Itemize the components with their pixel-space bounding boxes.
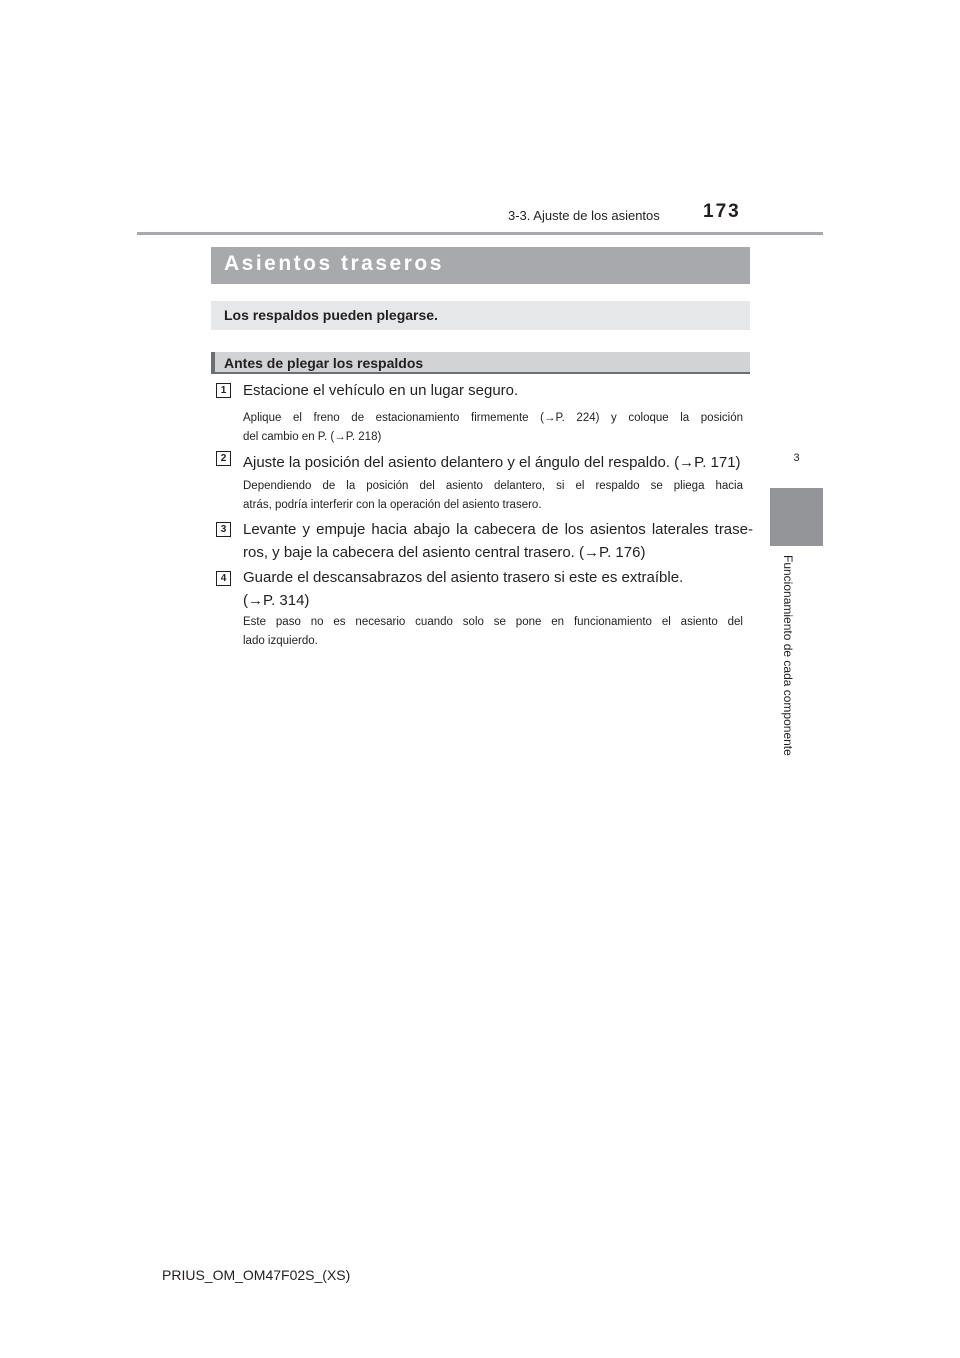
note-text: del cambio en P. ( <box>243 431 335 443</box>
step-text-main: Estacione el vehículo en un lugar seguro. <box>243 382 519 399</box>
step-text-main: ( <box>243 592 248 609</box>
step-note <box>243 409 743 447</box>
chapter-tab-label: Funcionamiento de cada componente <box>781 555 795 756</box>
step-note-line <box>243 428 743 447</box>
arrow-icon: → <box>679 454 695 471</box>
note-text: P. 224) y coloque la posición <box>555 412 743 424</box>
chapter-tab-number: 3 <box>770 452 823 464</box>
document-id: PRIUS_OM_OM47F02S_(XS) <box>162 1267 351 1283</box>
intro-box <box>211 301 750 330</box>
step-text-line <box>243 589 753 612</box>
note-text: Aplique el freno de estacionamiento firmemente ( <box>243 412 544 424</box>
page-reference: P. 171) <box>694 454 741 471</box>
step-note-line: Este paso no es necesario cuando solo se pone en funcionamiento el asiento del <box>243 616 743 628</box>
step-text <box>243 518 753 564</box>
section-title: Asientos traseros <box>224 252 444 275</box>
header-section-title: 3-3. Ajuste de los asientos <box>508 208 660 223</box>
section-title-bar <box>211 247 750 284</box>
step-text-main: Ajuste la posición del asiento delantero y el ángulo del respaldo. ( <box>243 454 680 471</box>
chapter-tab <box>770 488 823 546</box>
step-text <box>243 379 753 402</box>
arrow-icon: → <box>248 592 263 609</box>
step-note <box>243 477 743 515</box>
subheader-bar <box>211 352 750 374</box>
arrow-icon: → <box>584 544 600 561</box>
step-number-badge: 2 <box>216 451 231 466</box>
header-divider <box>137 232 823 235</box>
step-note-line: Dependiendo de la posición del asiento delantero, si el respaldo se pliega hacia <box>243 480 743 492</box>
step-note-line <box>243 409 743 428</box>
step-text-line <box>243 541 753 564</box>
arrow-icon: → <box>334 431 346 443</box>
step-note-line: lado izquierdo. <box>243 635 318 647</box>
step-note <box>243 613 743 651</box>
note-text: P. 218) <box>345 431 382 443</box>
page-reference: P. 314) <box>263 592 310 609</box>
step-number-badge: 4 <box>216 571 231 586</box>
page-reference: P. 176) <box>599 544 646 561</box>
step-text <box>243 451 753 474</box>
step-text-main: ros, y baje la cabecera del asiento central trasero. ( <box>243 544 585 561</box>
intro-text: Los respaldos pueden plegarse. <box>224 307 438 323</box>
arrow-icon: → <box>543 412 556 424</box>
step-number-badge: 3 <box>216 522 231 537</box>
step-text <box>243 566 753 612</box>
page-number: 173 <box>703 201 741 222</box>
step-text-line: Guarde el descansabrazos del asiento trasero si este es extraíble. <box>243 569 684 586</box>
step-number-badge: 1 <box>216 383 231 398</box>
step-note-line: atrás, podría interferir con la operación del asiento trasero. <box>243 499 542 511</box>
subheader-text: Antes de plegar los respaldos <box>224 355 424 371</box>
step-text-line: Levante y empuje hacia abajo la cabecera de los asientos laterales trase- <box>243 521 753 538</box>
